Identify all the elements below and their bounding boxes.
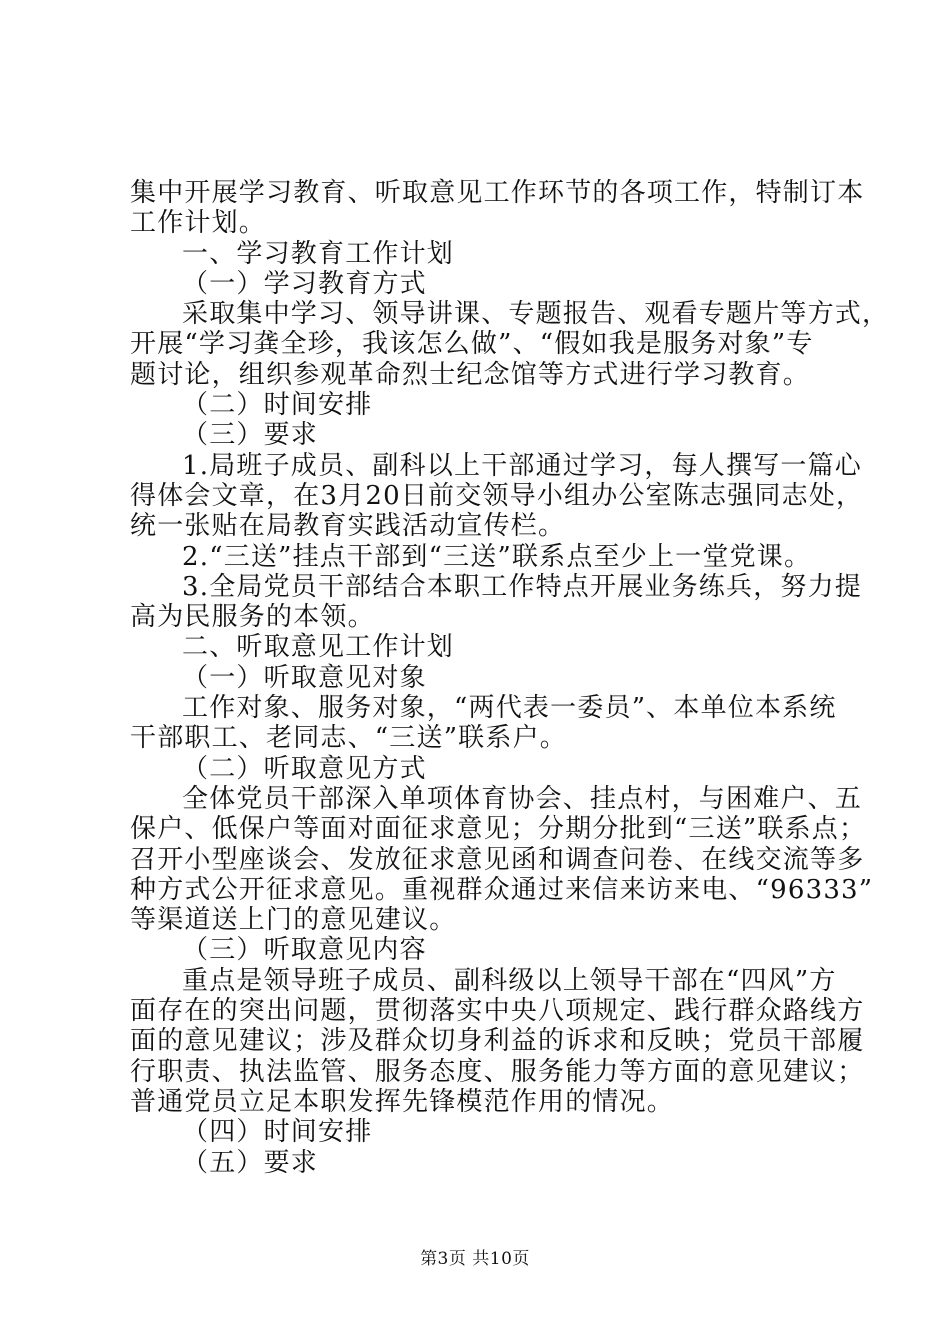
subsection-heading: （三）听取意见内容 — [182, 935, 427, 966]
body-line: 普通党员立足本职发挥先锋模范作用的情况。 — [130, 1086, 675, 1117]
body-line: 统一张贴在局教育实践活动宣传栏。 — [130, 511, 566, 542]
body-line: 保户、低保户等面对面征求意见；分期分批到“三送”联系点； — [130, 814, 867, 845]
paragraph-first-line: 全体党员干部深入单项体育协会、挂点村，与困难户、五 — [182, 783, 863, 814]
body-line: 集中开展学习教育、听取意见工作环节的各项工作，特制订本 — [130, 178, 865, 208]
list-item-first-line: 2.“三送”挂点干部到“三送”联系点至少上一堂党课。 — [182, 541, 812, 572]
subsection-heading: （一）学习教育方式 — [182, 268, 427, 299]
body-line: 面存在的突出问题，贯彻落实中央八项规定、践行群众路线方 — [130, 996, 865, 1027]
body-line: 得体会文章，在3月20日前交领导小组办公室陈志强同志处， — [130, 480, 864, 511]
body-line: 高为民服务的本领。 — [130, 602, 375, 633]
body-line: 干部职工、老同志、“三送”联系户。 — [130, 723, 567, 754]
paragraph-first-line: 采取集中学习、领导讲课、专题报告、观看专题片等方式， — [182, 299, 890, 330]
list-item-first-line: 3.全局党员干部结合本职工作特点开展业务练兵，努力提 — [182, 571, 863, 602]
body-line: 开展“学习龚全珍，我该怎么做”、“假如我是服务对象”专 — [130, 329, 814, 360]
page-footer: 第3页 共10页 — [420, 1249, 530, 1269]
paragraph-first-line: 工作对象、服务对象，“两代表一委员”、本单位本系统 — [182, 693, 837, 724]
section-heading: 一、学习教育工作计划 — [182, 238, 455, 269]
subsection-heading: （二）时间安排 — [182, 390, 373, 421]
subsection-heading: （三）要求 — [182, 420, 319, 451]
document-body — [130, 178, 890, 1178]
body-line: 种方式公开征求意见。重视群众通过来信来访来电、“96333” — [130, 874, 874, 905]
body-line: 等渠道送上门的意见建议。 — [130, 905, 457, 936]
list-item-first-line: 1.局班子成员、副科以上干部通过学习，每人撰写一篇心 — [182, 450, 863, 481]
subsection-heading: （一）听取意见对象 — [182, 662, 427, 693]
body-line: 面的意见建议；涉及群众切身利益的诉求和反映；党员干部履 — [130, 1026, 865, 1057]
body-line: 题讨论，组织参观革命烈士纪念馆等方式进行学习教育。 — [130, 359, 811, 390]
paragraph-first-line: 重点是领导班子成员、副科级以上领导干部在“四风”方 — [182, 965, 837, 996]
body-line: 工作计划。 — [130, 208, 267, 239]
subsection-heading: （四）时间安排 — [182, 1117, 373, 1148]
subsection-heading: （二）听取意见方式 — [182, 753, 427, 784]
subsection-heading: （五）要求 — [182, 1147, 319, 1178]
section-heading: 二、听取意见工作计划 — [182, 632, 455, 663]
body-line: 行职责、执法监管、服务态度、服务能力等方面的意见建议； — [130, 1056, 865, 1087]
body-line: 召开小型座谈会、发放征求意见函和调查问卷、在线交流等多 — [130, 844, 865, 875]
